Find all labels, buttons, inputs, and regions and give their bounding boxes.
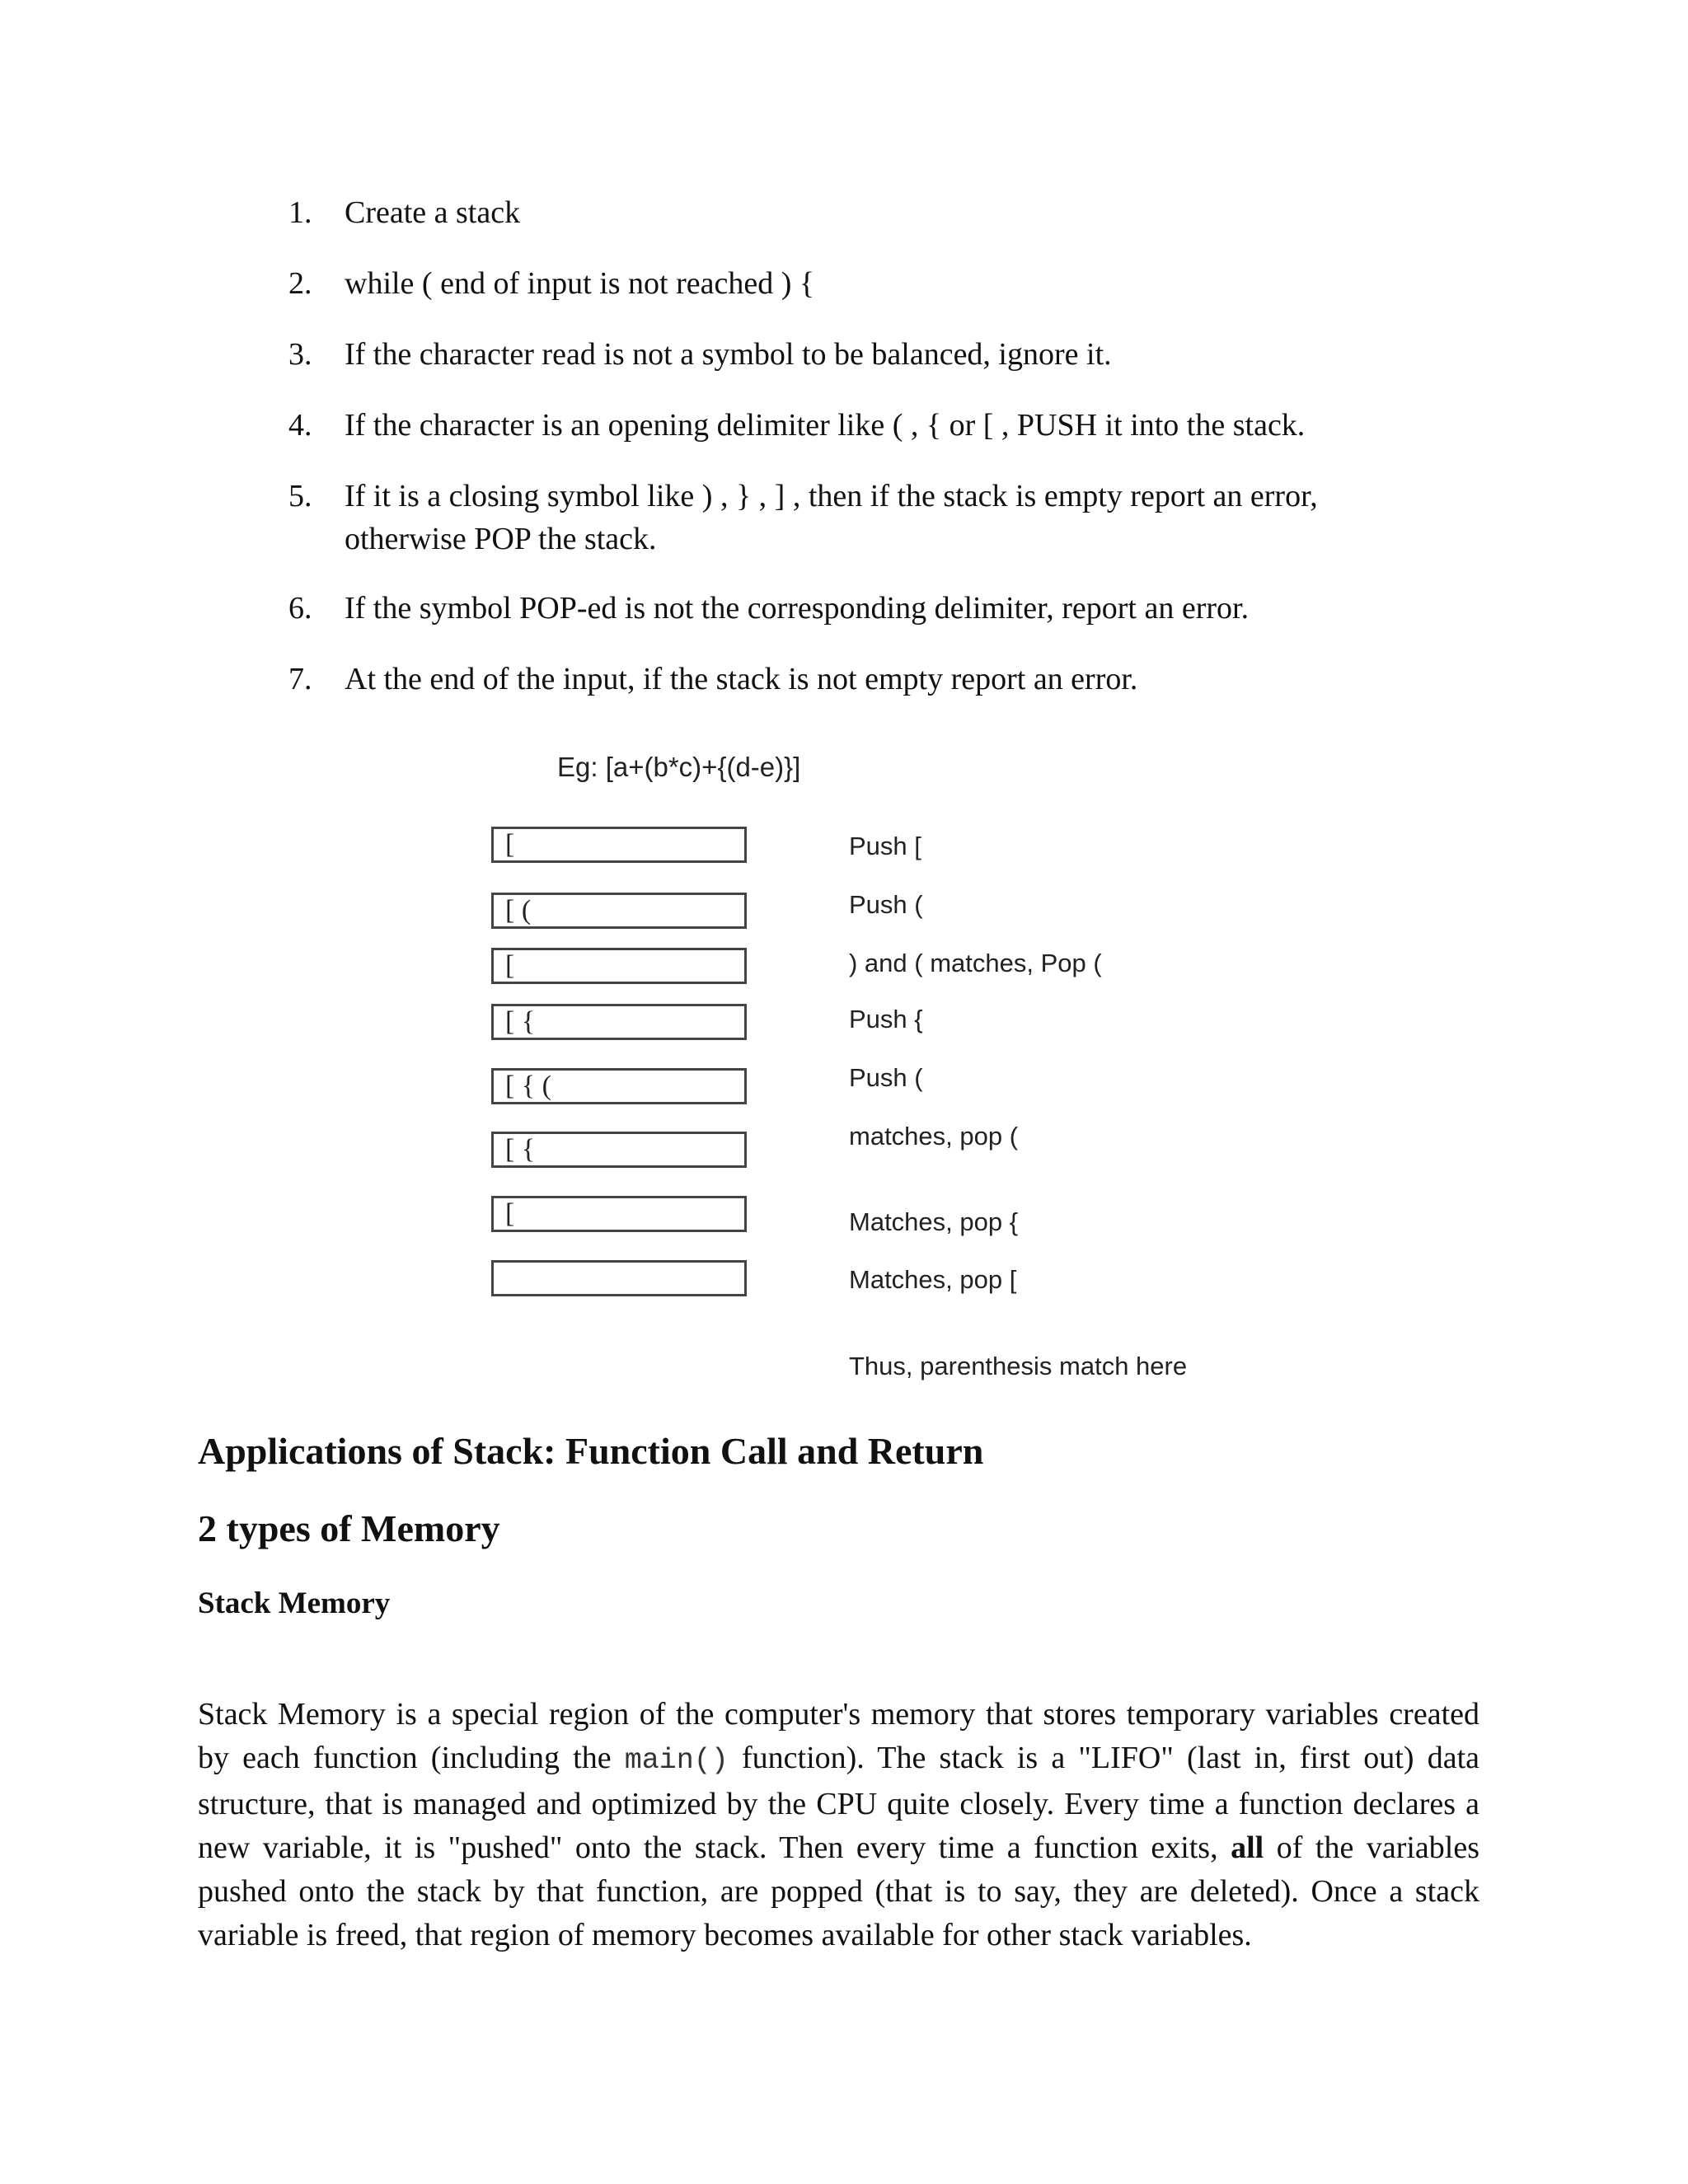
example-conclusion: Thus, parenthesis match here	[849, 1352, 1188, 1380]
stack-state-box: [ {	[491, 1132, 747, 1168]
step-number: 5.	[288, 479, 312, 513]
stack-state-box: [ (	[491, 893, 747, 929]
stack-action-label: Matches, pop {	[849, 1207, 1019, 1236]
stack-state-box: [	[491, 1196, 747, 1232]
step-number: 2.	[288, 266, 312, 301]
stack-state-box: [	[491, 948, 747, 984]
section-heading-memory-types: 2 types of Memory	[198, 1507, 500, 1549]
stack-state-box: [ {	[491, 1004, 747, 1040]
subheading-stack-memory: Stack Memory	[198, 1586, 391, 1620]
section-heading-applications: Applications of Stack: Function Call and Return	[198, 1430, 984, 1472]
step-text: At the end of the input, if the stack is not empty report an error.	[345, 662, 1138, 696]
step-number: 6.	[288, 591, 312, 626]
stack-state-box: [	[491, 827, 747, 863]
paragraph-text: function). The stack is a "LIFO" (last in, first out) data structure, that is managed and optimized by the CPU quite closely. Every time a function declares a new variable, it is "pushed" onto the stack. Then every time a function exits,	[198, 1741, 1479, 1865]
step-number: 1.	[288, 195, 312, 230]
stack-state-box	[491, 1260, 747, 1296]
step-text: If the character read is not a symbol to be balanced, ignore it.	[345, 337, 1112, 372]
paragraph-bold: all	[1231, 1830, 1264, 1865]
stack-action-label: Push {	[849, 1005, 923, 1033]
step-text: Create a stack	[345, 195, 521, 230]
paragraph-text: of the variables pushed onto the stack by that function, are popped (that is to say, they are deleted). Once a stack variable is freed, that region of memory becomes available for other stack variables.	[198, 1830, 1479, 1952]
stack-action-label: Matches, pop [	[849, 1265, 1017, 1294]
step-number: 7.	[288, 662, 312, 696]
step-text: If the symbol POP-ed is not the corresponding delimiter, report an error.	[345, 591, 1250, 626]
code-main: main()	[624, 1744, 729, 1777]
stack-action-label: Push (	[849, 890, 923, 919]
stack-action-label: ) and ( matches, Pop (	[849, 949, 1102, 977]
paragraph-text: Stack Memory is a special region of the computer's memory that stores temporary variables created by each function (including the	[198, 1697, 1479, 1775]
stack-action-label: matches, pop (	[849, 1122, 1019, 1151]
step-text: If the character is an opening delimiter like ( , { or [ , PUSH it into the stack.	[345, 408, 1306, 443]
example-title: Eg: [a+(b*c)+{(d-e)}]	[557, 752, 801, 782]
step-number: 3.	[288, 337, 312, 372]
stack-action-label: Push (	[849, 1063, 923, 1092]
stack-state-box: [ { (	[491, 1068, 747, 1104]
step-text: If it is a closing symbol like ) , } , ] , then if the stack is empty report an error, otherwise POP the stack.	[345, 479, 1318, 556]
step-number: 4.	[288, 408, 312, 443]
stack-memory-paragraph	[198, 1693, 1479, 1957]
step-text: while ( end of input is not reached ) {	[345, 266, 815, 301]
stack-action-label: Push [	[849, 832, 921, 860]
